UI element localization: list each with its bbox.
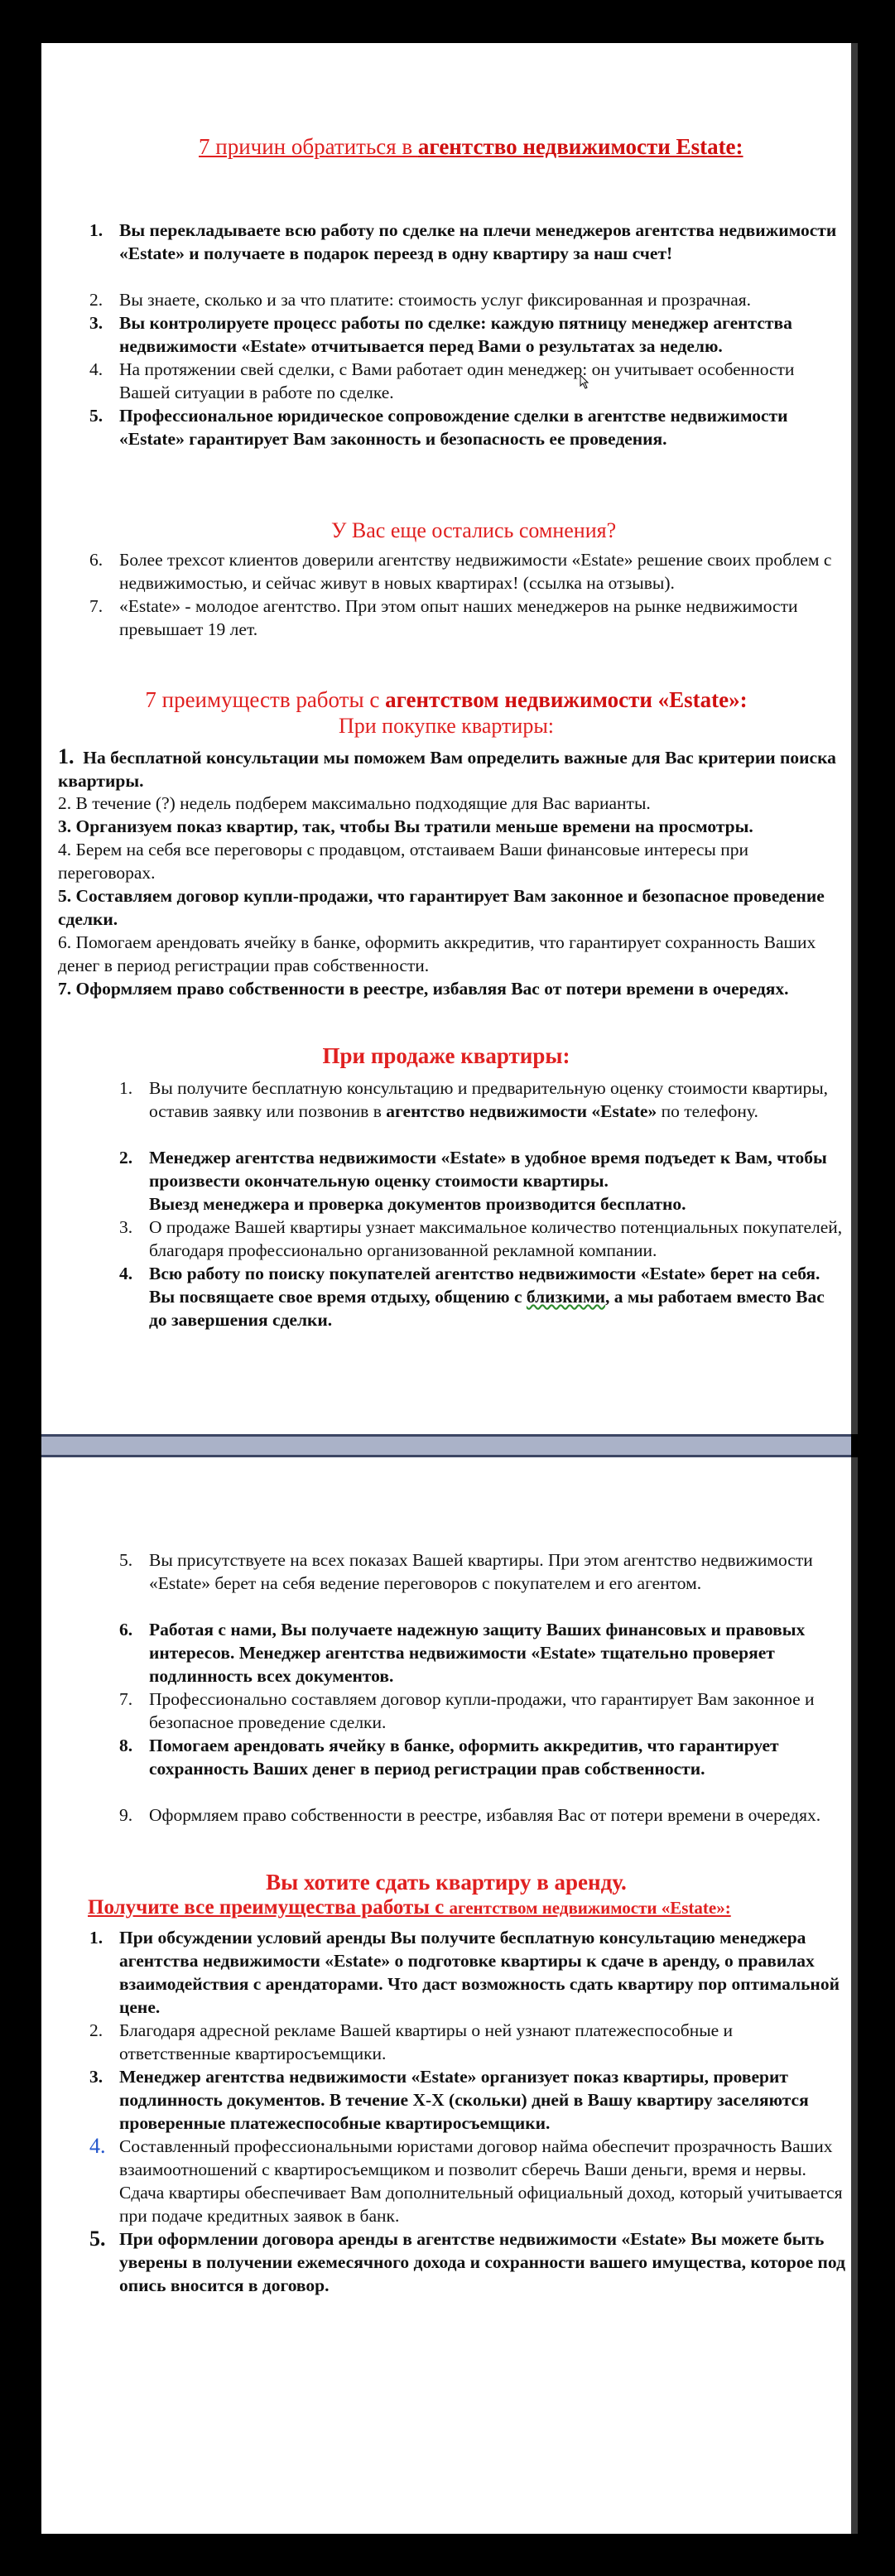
sell-list [119, 1076, 846, 1331]
list-text: Вы получите бесплатную консультацию и предварительную оценку стоимости квартиры, оставив заявку или позвонив в [149, 1078, 829, 1121]
reasons-title [199, 134, 743, 160]
list-text: О продаже Вашей квартиры узнает максимальное количество потенциальных покупателей, благодаря профессионально организованной рекламной компании. [149, 1217, 843, 1260]
advantages-title-prefix: 7 преимуществ работы с [145, 687, 386, 712]
list-item [89, 2065, 846, 2135]
list-text: Благодаря адресной рекламе Вашей квартиры о ней узнают платежеспособные и ответственные квартиросъемщики. [119, 2020, 734, 2063]
list-number: 4. [89, 2134, 106, 2158]
list-text: Выезд менеджера и проверка документов производится бесплатно. [149, 1194, 686, 1214]
list-text: Работая с нами, Вы получаете надежную защиту Ваших финансовых и правовых интересов. Менеджер агентства недвижимости «Estate» тщательно проверяет подлинность всех документов. [149, 1620, 806, 1686]
list-item [119, 1734, 846, 1803]
list-number: 7. [89, 596, 103, 616]
list-item [58, 745, 844, 792]
list-number: 2. [119, 1148, 133, 1168]
list-item [58, 931, 844, 977]
list-text-bold: агентство недвижимости «Estate» [386, 1101, 657, 1121]
list-number: 9. [119, 1805, 133, 1825]
list-item [89, 358, 840, 404]
list-number: 4. [89, 359, 103, 379]
list-text: Вы знаете, сколько и за что платите: стоимость услуг фиксированная и прозрачная. [119, 290, 752, 310]
rent-title: Вы хотите сдать квартиру в аренду. [266, 1870, 627, 1895]
list-item [119, 1146, 846, 1216]
list-text: Всю работу по поиску покупателей агентство недвижимости «Estate» берет на себя. Вы посвящаете свое время отдыху, общению с [149, 1264, 820, 1307]
list-number: 6. [89, 550, 103, 570]
rent-list [89, 1926, 846, 2297]
mouse-cursor-icon [580, 374, 591, 389]
list-item [58, 884, 844, 931]
list-number: 5. [58, 886, 72, 906]
list-item [89, 404, 840, 474]
list-text: , а мы работаем вместо Вас до завершения сделки. [149, 1287, 825, 1330]
list-item [89, 1926, 846, 2019]
reasons-title-bold: агентство недвижимости Estate: [417, 134, 743, 159]
document-page-2 [41, 1457, 851, 2534]
list-item [89, 288, 840, 311]
list-item [119, 1262, 846, 1331]
doubts-title: У Вас еще остались сомнения? [331, 518, 617, 542]
list-text: Менеджер агентства недвижимости «Estate» организует показ квартиры, проверит подлинность документов. В течение Х-Х (скольки) дней в Вашу квартиру заселяются проверенные платежеспособные квартиросъемщики. [119, 2067, 809, 2133]
list-text: При оформлении договора аренды в агентстве недвижимости «Estate» Вы можете быть уверены в получении ежемесячного дохода и сохранности вашего имущества, которое под опись вносится в договор. [119, 2229, 845, 2295]
advantages-title-bold: агентством недвижимости «Estate»: [385, 687, 748, 712]
list-text: Оформляем право собственности в реестре, избавляя Вас от потери времени в очередях. [75, 979, 789, 999]
list-item [89, 548, 840, 595]
list-text: Оформляем право собственности в реестре, избавляя Вас от потери времени в очередях. [149, 1805, 821, 1825]
list-item [119, 1688, 846, 1734]
list-number: 6. [119, 1620, 133, 1639]
list-number: 5. [89, 406, 103, 426]
list-number: 2. [89, 290, 103, 310]
list-number: 5. [119, 1550, 133, 1570]
list-number: 6. [58, 932, 72, 952]
rent-subtitle-b: агентством недвижимости «Estate»: [449, 1898, 731, 1918]
list-item [119, 1076, 846, 1146]
list-item [58, 792, 844, 815]
list-text: Помогаем арендовать ячейку в банке, оформить аккредитив, что гарантирует сохранность Ваших денег в период регистрации прав собственности. [58, 932, 816, 975]
list-number: 7. [119, 1689, 133, 1709]
list-text: Вы присутствуете на всех показах Вашей квартиры. При этом агентство недвижимости «Estate» берет на себя ведение переговоров с покупателем и его агентом. [149, 1550, 813, 1593]
document-page-1 [41, 43, 851, 1434]
list-item [119, 1216, 846, 1262]
page-break [41, 1434, 851, 1457]
list-text: по телефону. [657, 1101, 758, 1121]
list-number: 3. [89, 313, 103, 333]
list-number: 3. [89, 2067, 103, 2087]
list-text: Составляем договор купли-продажи, что гарантирует Вам законное и безопасное проведение сделки. [58, 886, 825, 929]
list-text: При обсуждении условий аренды Вы получите бесплатную консультацию менеджера агентства недвижимости «Estate» о подготовке квартиры к сдаче в аренду, о правилах взаимодействия с арендаторами. Что даст возможность сдать квартиру пор оптимальной цене. [119, 1928, 840, 2017]
reasons-list [89, 219, 840, 474]
list-number: 1. [58, 744, 75, 768]
list-item [119, 1548, 846, 1618]
list-number: 1. [89, 220, 103, 240]
list-text: Профессионально составляем договор купли-продажи, что гарантирует Вам законное и безопасное проведение сделки. [149, 1689, 815, 1732]
list-text: На бесплатной консультации мы поможем Вам определить важные для Вас критерии поиска квартиры. [58, 748, 836, 791]
list-number: 4. [119, 1264, 133, 1283]
list-number: 3. [58, 816, 72, 836]
list-number: 4. [58, 840, 72, 859]
doubts-list [89, 548, 840, 641]
list-number: 1. [119, 1078, 133, 1098]
list-item [89, 595, 840, 641]
list-text: Помогаем арендовать ячейку в банке, оформить аккредитив, что гарантирует сохранность Ваших денег в период регистрации прав собственности. [149, 1736, 779, 1779]
list-text: На протяжении свей сделки, с Вами работает один менеджер: он учитывает особенности Вашей ситуации в работе по сделке. [119, 359, 795, 402]
list-text: Менеджер агентства недвижимости «Estate» в удобное время подъедет к Вам, чтобы произвести окончательную оценку стоимости квартиры. [149, 1148, 827, 1191]
list-number: 8. [119, 1736, 133, 1755]
list-item [89, 2227, 846, 2297]
sell-title: При продаже квартиры: [322, 1043, 570, 1068]
page-shadow [851, 43, 858, 1434]
list-item [89, 219, 840, 288]
list-item [58, 838, 844, 884]
sell-list-continued [119, 1548, 846, 1850]
list-text: В течение (?) недель подберем максимально подходящие для Вас варианты. [75, 793, 651, 813]
list-number: 2. [89, 2020, 103, 2040]
advantages-title [41, 687, 851, 713]
list-item [119, 1618, 846, 1688]
list-text: Берем на себя все переговоры с продавцом, отстаиваем Ваши финансовые интересы при переговорах. [58, 840, 749, 883]
rent-subtitle [88, 1896, 731, 1919]
list-item [89, 2019, 846, 2065]
buy-subtitle: При покупке квартиры: [338, 714, 555, 738]
spellcheck-word: близкими [526, 1287, 606, 1307]
reasons-title-prefix: 7 причин обратиться в [199, 134, 418, 159]
list-number: 2. [58, 793, 72, 813]
list-text: Вы контролируете процесс работы по сделке: каждую пятницу менеджер агентства недвижимости «Estate» отчитывается перед Вами о результатах за неделю. [119, 313, 792, 356]
list-item [89, 2134, 846, 2227]
list-text: Профессиональное юридическое сопровождение сделки в агентстве недвижимости «Estate» гарантирует Вам законность и безопасность ее проведения. [119, 406, 788, 449]
page-shadow [851, 1457, 858, 2534]
list-item [119, 1803, 846, 1850]
list-number: 1. [89, 1928, 103, 1948]
list-number: 5. [89, 2227, 106, 2251]
list-number: 3. [119, 1217, 133, 1237]
list-item [58, 815, 844, 838]
list-item [89, 311, 840, 358]
list-text: Вы перекладываете всю работу по сделке на плечи менеджеров агентства недвижимости «Estate» и получаете в подарок переезд в одну квартиру за наш счет! [119, 220, 837, 263]
list-item [58, 977, 844, 1023]
list-text: Более трехсот клиентов доверили агентству недвижимости «Estate» решение своих проблем с недвижимостью, и сейчас живут в новых квартирах! (ссылка на отзывы). [119, 550, 832, 593]
rent-subtitle-a: Получите все преимущества работы с [88, 1896, 450, 1919]
list-number: 7. [58, 979, 72, 999]
list-text: «Estate» - молодое агентство. При этом опыт наших менеджеров на рынке недвижимости превышает 19 лет. [119, 596, 798, 639]
list-text: Организуем показ квартир, так, чтобы Вы тратили меньше времени на просмотры. [75, 816, 753, 836]
buy-list [58, 745, 844, 1023]
list-text: Составленный профессиональными юристами договор найма обеспечит прозрачность Ваших взаимоотношений с квартиросъемщиком и позволит сберечь Ваши деньги, время и нервы. Сдача квартиры обеспечивает Вам дополнительный официальный доход, который учитывается при подаче кредитных заявок в банк. [119, 2136, 843, 2226]
